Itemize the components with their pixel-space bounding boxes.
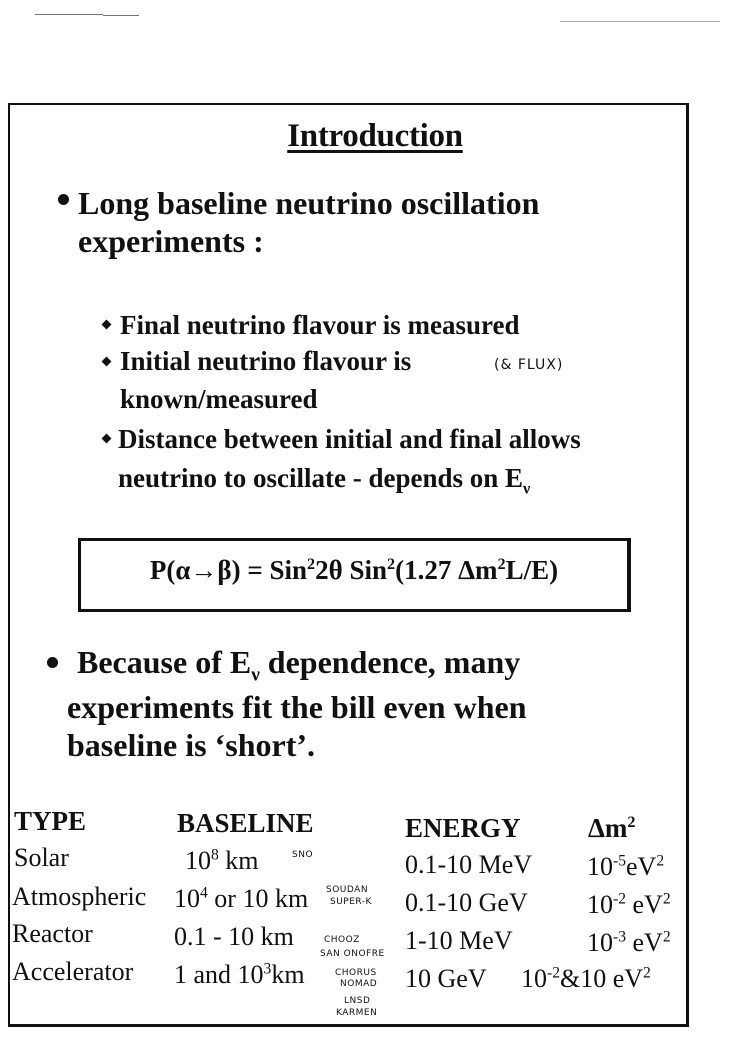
header-baseline: BASELINE	[177, 808, 314, 838]
energy-subscript: ν	[523, 479, 531, 498]
row-reactor-energy: 1-10 MeV	[405, 926, 513, 955]
handwritten-sanonofre: SAN ONOFRE	[320, 949, 385, 959]
handwritten-lnsd: LNSD	[344, 996, 371, 1006]
cell-sup: -3	[613, 928, 626, 946]
subitem-initial-flavour	[120, 343, 411, 380]
header-delta-m2	[588, 813, 636, 844]
cell-sup: -5	[613, 852, 626, 870]
subitem-oscillate	[118, 460, 530, 497]
formula-part: L/E)	[505, 555, 559, 585]
cell-text: 10	[587, 890, 613, 919]
scan-mark	[35, 14, 103, 15]
cell-text: 10	[174, 884, 200, 913]
formula-sup: 2	[307, 555, 316, 573]
cell-text: 10	[521, 964, 547, 993]
dm-text: Δm	[588, 813, 628, 843]
row-solar-type: Solar	[14, 843, 69, 872]
cell-sup: 3	[263, 960, 272, 978]
cell-sup: 4	[200, 884, 208, 902]
formula-box	[78, 538, 631, 612]
bullet2-line1	[77, 644, 521, 686]
bullet-dot	[58, 194, 69, 205]
oscillation-formula	[81, 555, 627, 586]
row-reactor-baseline: 0.1 - 10 km	[174, 922, 294, 951]
formula-sup: 2	[497, 555, 506, 573]
cell-text: km	[271, 960, 305, 989]
bullet2-text: Because of E	[77, 644, 252, 680]
scan-mark	[103, 15, 139, 16]
cell-text: &10 eV	[560, 964, 644, 993]
header-energy: ENERGY	[405, 813, 521, 843]
row-accelerator-dm	[521, 964, 651, 994]
flux-note-text: (& FLUX)	[494, 357, 564, 373]
handwritten-karmen: KARMEN	[336, 1008, 378, 1018]
handwritten-chorus: CHORUS	[335, 968, 377, 978]
cell-text: 1 and 10	[174, 960, 264, 989]
cell-sup: 2	[662, 928, 671, 946]
row-atmospheric-dm	[587, 890, 671, 920]
formula-part: 2θ Sin	[315, 555, 388, 585]
bullet2-line2: experiments fit the bill even when	[67, 689, 527, 725]
formula-part: P(α→β) = Sin	[149, 555, 308, 585]
slide-title: Introduction	[287, 118, 463, 154]
bullet-dot	[47, 657, 58, 668]
row-reactor-type: Reactor	[12, 919, 93, 948]
cell-text: 10	[587, 928, 613, 957]
cell-text: 10	[587, 852, 613, 881]
row-accelerator-baseline	[174, 960, 305, 990]
energy-subscript: ν	[251, 664, 260, 686]
handwritten-flux-note	[494, 350, 563, 375]
row-atmospheric-baseline	[174, 884, 308, 914]
cell-text: eV	[626, 852, 657, 881]
cell-text: eV	[626, 928, 663, 957]
cell-sup: 2	[656, 852, 665, 870]
bullet2-text: dependence, many	[259, 644, 521, 680]
formula-sup: 2	[387, 555, 396, 573]
row-solar-baseline	[185, 846, 259, 876]
handwritten-superk: SUPER-K	[330, 897, 372, 907]
handwritten-soudan: SOUDAN	[326, 885, 369, 895]
subitem-distance: Distance between initial and final allows	[118, 424, 581, 454]
cell-sup: 2	[662, 890, 671, 908]
header-type: TYPE	[14, 806, 87, 836]
row-atmospheric-energy: 0.1-10 GeV	[405, 888, 528, 917]
oscillate-text: neutrino to oscillate - depends on E	[118, 463, 524, 493]
handwritten-nomad: NOMAD	[340, 979, 378, 989]
row-solar-energy: 0.1-10 MeV	[405, 850, 533, 879]
subitem-known-measured: known/measured	[120, 384, 318, 414]
row-solar-dm	[587, 852, 664, 882]
cell-sup: -2	[547, 964, 560, 982]
row-atmospheric-type: Atmospheric	[12, 882, 147, 911]
handwritten-sno: SNO	[292, 850, 314, 860]
handwritten-chooz: CHOOZ	[324, 935, 360, 945]
bullet1-line2: experiments :	[78, 223, 264, 259]
cell-sup: 2	[643, 964, 651, 982]
row-accelerator-type: Accelerator	[12, 957, 134, 986]
scan-mark	[560, 21, 720, 22]
bullet1-line1: Long baseline neutrino oscillation	[78, 185, 540, 221]
row-reactor-dm	[587, 928, 671, 958]
cell-text: or 10 km	[207, 884, 309, 913]
cell-sup: -2	[613, 890, 626, 908]
row-accelerator-energy: 10 GeV	[405, 964, 487, 993]
cell-sup: 8	[211, 846, 219, 864]
bullet2-line3: baseline is ‘short’.	[67, 727, 315, 763]
cell-text: 10	[185, 846, 211, 875]
cell-text: eV	[626, 890, 663, 919]
cell-text: km	[218, 846, 259, 875]
formula-part: (1.27 Δm	[395, 555, 498, 585]
subitem-initial-flavour-text: Initial neutrino flavour is	[120, 346, 412, 376]
subitem-final-flavour: Final neutrino flavour is measured	[120, 310, 520, 340]
dm-sup: 2	[627, 813, 636, 831]
